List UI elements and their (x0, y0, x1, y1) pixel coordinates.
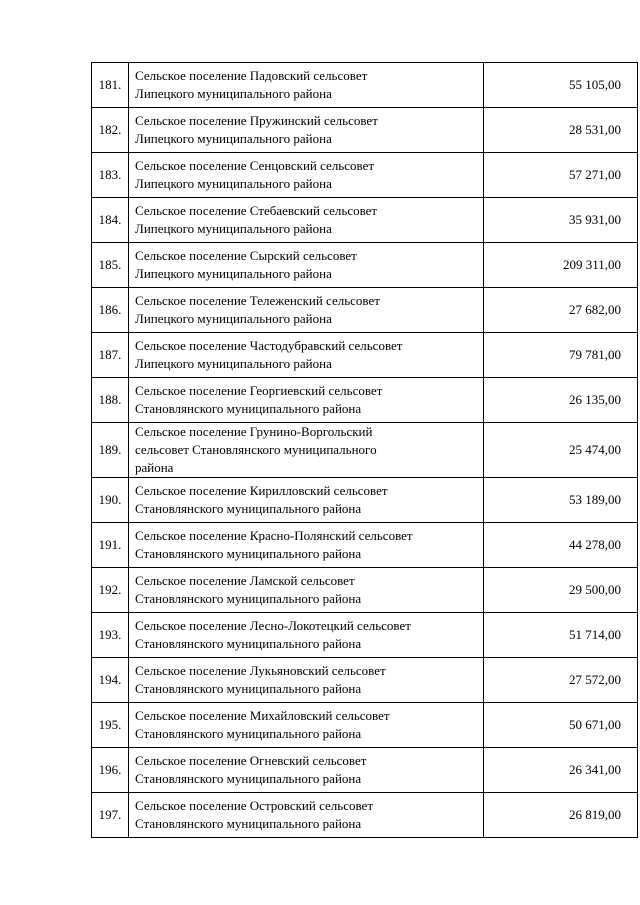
table-row (92, 703, 638, 748)
settlement-name (129, 523, 484, 568)
settlement-name (129, 793, 484, 838)
settlement-name (129, 478, 484, 523)
settlement-name (129, 658, 484, 703)
table-row (92, 568, 638, 613)
amount-value: 28 531,00 (484, 108, 638, 153)
settlement-name-line: Липецкого муниципального района (135, 86, 332, 101)
settlement-name-line: района (135, 460, 174, 475)
settlement-name-line: Становлянского муниципального района (135, 636, 362, 651)
settlement-name-line: Липецкого муниципального района (135, 266, 332, 281)
settlement-name (129, 108, 484, 153)
settlement-name-line: Сельское поселение Пружинский сельсовет (135, 113, 378, 128)
settlement-name-line: Становлянского муниципального района (135, 681, 362, 696)
row-number: 186. (92, 288, 129, 333)
table-row (92, 63, 638, 108)
settlement-name-line: Липецкого муниципального района (135, 131, 332, 146)
amount-value: 27 682,00 (484, 288, 638, 333)
settlement-name-line: Становлянского муниципального района (135, 591, 362, 606)
amount-value: 55 105,00 (484, 63, 638, 108)
row-number: 196. (92, 748, 129, 793)
settlement-name-line: Сельское поселение Огневский сельсовет (135, 753, 367, 768)
settlement-name-line: Липецкого муниципального района (135, 176, 332, 191)
settlement-name (129, 153, 484, 198)
settlement-name-line: Сельское поселение Лесно-Локотецкий сельсовет (135, 618, 411, 633)
amount-value: 57 271,00 (484, 153, 638, 198)
settlement-name (129, 613, 484, 658)
settlement-name-line: Становлянского муниципального района (135, 401, 362, 416)
row-number: 197. (92, 793, 129, 838)
amount-value: 53 189,00 (484, 478, 638, 523)
table-row (92, 288, 638, 333)
settlement-name-line: Становлянского муниципального района (135, 771, 362, 786)
settlements-table (91, 62, 638, 838)
table-row (92, 333, 638, 378)
settlement-name (129, 423, 484, 478)
row-number: 194. (92, 658, 129, 703)
settlement-name (129, 243, 484, 288)
settlement-name (129, 333, 484, 378)
settlement-name (129, 703, 484, 748)
table-row (92, 423, 638, 478)
row-number: 182. (92, 108, 129, 153)
amount-value: 29 500,00 (484, 568, 638, 613)
settlement-name-line: Сельское поселение Тележенский сельсовет (135, 293, 380, 308)
table-row (92, 793, 638, 838)
row-number: 193. (92, 613, 129, 658)
settlement-name-line: Сельское поселение Лукьяновский сельсовет (135, 663, 386, 678)
settlement-name-line: Сельское поселение Стебаевский сельсовет (135, 203, 378, 218)
settlement-name-line: Сельское поселение Ламской сельсовет (135, 573, 355, 588)
row-number: 188. (92, 378, 129, 423)
table-row (92, 658, 638, 703)
settlement-name-line: Сельское поселение Грунино-Воргольский (135, 424, 373, 439)
settlement-name-line: Становлянского муниципального района (135, 546, 362, 561)
table-row (92, 198, 638, 243)
settlement-name (129, 378, 484, 423)
row-number: 185. (92, 243, 129, 288)
settlement-name (129, 568, 484, 613)
settlement-name (129, 63, 484, 108)
settlement-name-line: Сельское поселение Красно-Полянский сельсовет (135, 528, 413, 543)
settlement-name (129, 748, 484, 793)
table-row (92, 748, 638, 793)
settlement-name-line: Липецкого муниципального района (135, 221, 332, 236)
settlement-name-line: Становлянского муниципального района (135, 816, 362, 831)
row-number: 190. (92, 478, 129, 523)
settlement-name-line: сельсовет Становлянского муниципального (135, 442, 377, 457)
amount-value: 209 311,00 (484, 243, 638, 288)
settlement-name-line: Сельское поселение Георгиевский сельсовет (135, 383, 383, 398)
row-number: 184. (92, 198, 129, 243)
settlement-name-line: Сельское поселение Частодубравский сельсовет (135, 338, 403, 353)
row-number: 189. (92, 423, 129, 478)
settlement-name-line: Сельское поселение Падовский сельсовет (135, 68, 368, 83)
amount-value: 50 671,00 (484, 703, 638, 748)
settlement-name-line: Сельское поселение Кирилловский сельсовет (135, 483, 388, 498)
table-row (92, 153, 638, 198)
row-number: 195. (92, 703, 129, 748)
amount-value: 35 931,00 (484, 198, 638, 243)
settlement-name-line: Липецкого муниципального района (135, 356, 332, 371)
row-number: 187. (92, 333, 129, 378)
amount-value: 25 474,00 (484, 423, 638, 478)
table-row (92, 243, 638, 288)
row-number: 192. (92, 568, 129, 613)
settlement-name-line: Сельское поселение Сенцовский сельсовет (135, 158, 375, 173)
settlement-name-line: Становлянского муниципального района (135, 726, 362, 741)
settlements-table-body (92, 63, 638, 838)
row-number: 191. (92, 523, 129, 568)
settlement-name (129, 288, 484, 333)
settlement-name-line: Сельское поселение Островский сельсовет (135, 798, 373, 813)
settlement-name (129, 198, 484, 243)
table-row (92, 523, 638, 568)
amount-value: 44 278,00 (484, 523, 638, 568)
amount-value: 79 781,00 (484, 333, 638, 378)
table-row (92, 613, 638, 658)
amount-value: 27 572,00 (484, 658, 638, 703)
settlement-name-line: Липецкого муниципального района (135, 311, 332, 326)
row-number: 183. (92, 153, 129, 198)
settlement-name-line: Сельское поселение Михайловский сельсовет (135, 708, 390, 723)
amount-value: 26 341,00 (484, 748, 638, 793)
settlement-name-line: Сельское поселение Сырский сельсовет (135, 248, 357, 263)
amount-value: 26 135,00 (484, 378, 638, 423)
table-row (92, 378, 638, 423)
settlement-name-line: Становлянского муниципального района (135, 501, 362, 516)
amount-value: 26 819,00 (484, 793, 638, 838)
table-row (92, 478, 638, 523)
amount-value: 51 714,00 (484, 613, 638, 658)
row-number: 181. (92, 63, 129, 108)
table-row (92, 108, 638, 153)
